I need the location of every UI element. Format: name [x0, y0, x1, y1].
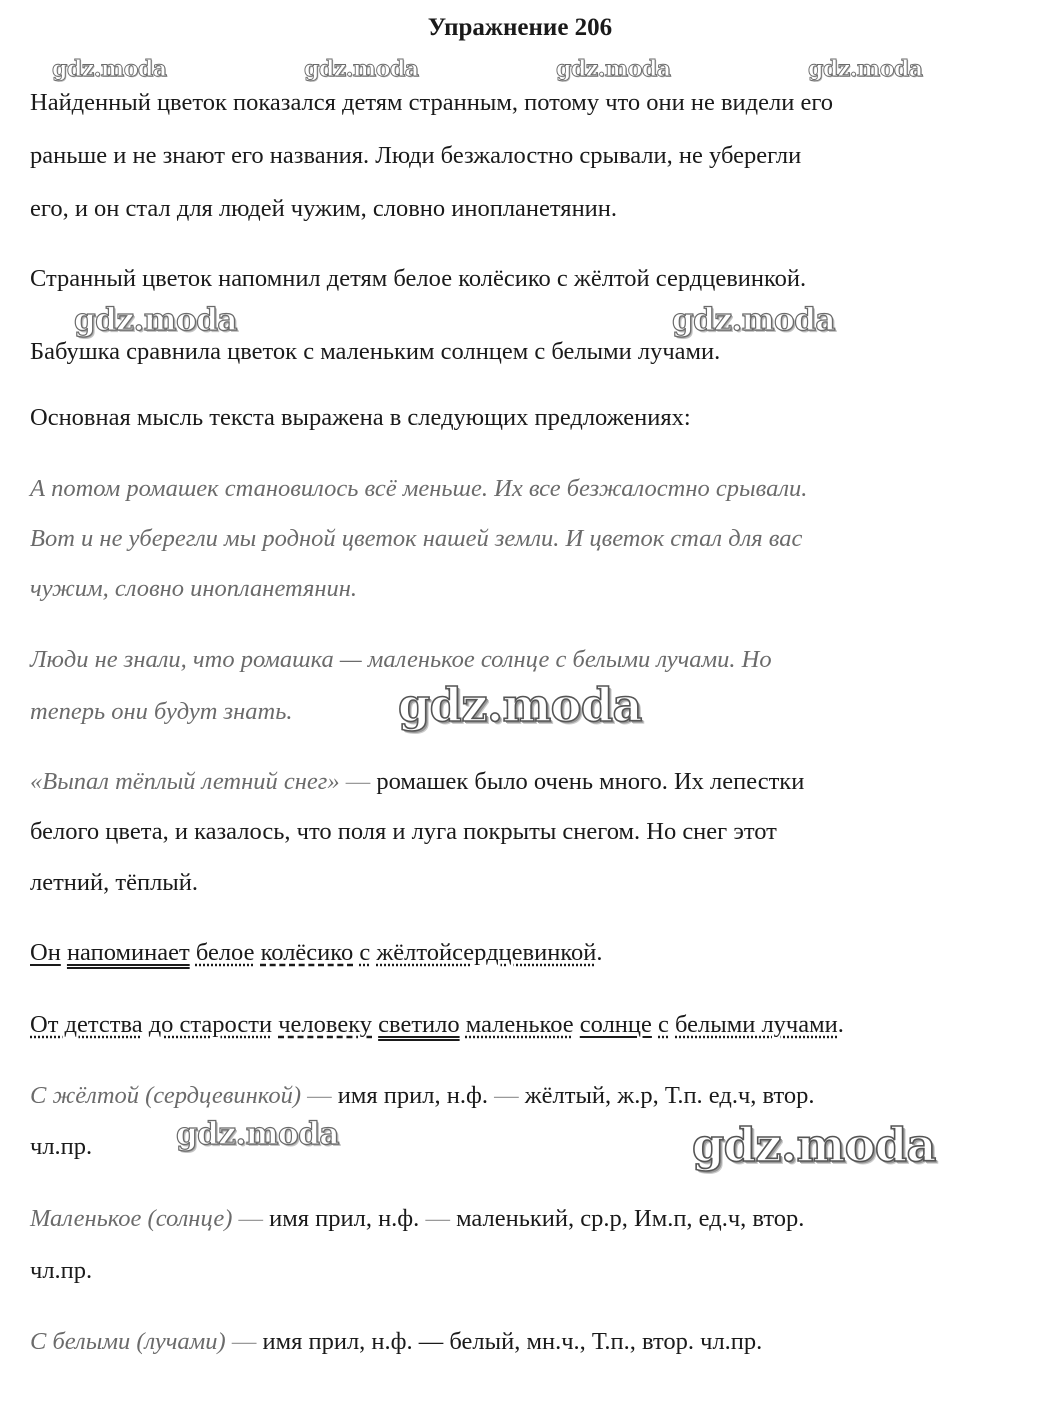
period: . — [596, 939, 603, 966]
watermark-logo: gdz.moda — [692, 1118, 936, 1172]
dash: — — [345, 768, 371, 795]
watermark-logo: gdz.moda — [176, 1116, 339, 1152]
parsed-sentence — [30, 938, 602, 968]
answer-line: летний, тёплый. — [30, 869, 199, 896]
analysis-line: чл.пр. — [30, 1133, 93, 1160]
analysis-line: чл.пр. — [30, 1257, 93, 1284]
watermark-logo: gdz.moda — [672, 302, 835, 338]
answer-text: ромашек было очень много. Их лепестки — [376, 768, 805, 795]
attribute-word: сердцевинкой — [452, 939, 597, 966]
exercise-title: Упражнение 206 — [427, 14, 613, 41]
analysis-text: имя прил, н.ф. — [337, 1082, 488, 1109]
attribute-word: белое — [195, 939, 255, 966]
analysis-text: имя прил, н.ф. — [269, 1205, 420, 1232]
answer-line: Странный цветок напомнил детям белое колёсико с жёлтой сердцевинкой. — [30, 265, 807, 292]
attribute-word: с — [658, 1011, 669, 1038]
attribute-word: белыми лучами — [675, 1011, 838, 1038]
analysis-text: жёлтый, ж.р, Т.п. ед.ч, втор. — [524, 1082, 815, 1109]
answer-line: его, и он стал для людей чужим, словно инопланетянин. — [30, 195, 618, 222]
watermark-logo: gdz.moda — [52, 56, 167, 82]
answer-line — [30, 767, 804, 797]
adverbial-word: до старости — [148, 1011, 273, 1038]
attribute-word: жёлтой — [376, 939, 453, 966]
analysis-text: имя прил, н.ф. — белый, мн.ч., Т.п., втор. чл.пр. — [262, 1328, 763, 1355]
analyzed-word: С жёлтой (сердцевинкой) — [30, 1082, 301, 1109]
analyzed-word: Маленькое (солнце) — [30, 1205, 233, 1232]
predicate-word: светило — [378, 1011, 460, 1038]
analysis-text: маленький, ср.р, Им.п, ед.ч, втор. — [456, 1205, 805, 1232]
answer-line: Найденный цветок показался детям странным, потому что они не видели его — [30, 89, 834, 116]
attribute-word: с — [359, 939, 371, 966]
answer-line: белого цвета, и казалось, что поля и луга покрыты снегом. Но снег этот — [30, 818, 777, 845]
parsed-sentence — [30, 1010, 844, 1040]
dash: — — [425, 1205, 450, 1232]
quote-line: теперь они будут знать. — [30, 698, 293, 725]
subject-word: солнце — [579, 1011, 652, 1038]
dash: — — [238, 1205, 263, 1232]
adverbial-word: От детства — [30, 1011, 143, 1038]
watermark-logo: gdz.moda — [556, 56, 671, 82]
period: . — [837, 1011, 844, 1038]
subject-word: Он — [30, 939, 61, 966]
dash: — — [231, 1328, 257, 1355]
answer-line: Основная мысль текста выражена в следующих предложениях: — [30, 404, 691, 431]
watermark-logo: gdz.moda — [304, 56, 419, 82]
object-word: колёсико — [260, 939, 354, 966]
analysis-line — [30, 1081, 815, 1111]
object-word: человеку — [278, 1011, 373, 1038]
analysis-line — [30, 1204, 804, 1234]
dash: — — [494, 1082, 519, 1109]
watermark-logo: gdz.moda — [74, 302, 237, 338]
quote-line: чужим, словно инопланетянин. — [30, 575, 358, 602]
dash: — — [307, 1082, 332, 1109]
analysis-line — [30, 1327, 762, 1357]
answer-line: Бабушка сравнила цветок с маленьким солнцем с белыми лучами. — [30, 338, 721, 365]
quote-text: «Выпал тёплый летний снег» — [30, 768, 340, 795]
watermark-logo: gdz.moda — [808, 56, 923, 82]
watermark-logo: gdz.moda — [398, 678, 642, 732]
predicate-word: напоминает — [66, 939, 190, 966]
answer-line: раньше и не знают его названия. Люди безжалостно срывали, не уберегли — [30, 142, 802, 169]
quote-line: Вот и не уберегли мы родной цветок нашей земли. И цветок стал для вас — [30, 525, 803, 552]
quote-line: Люди не знали, что ромашка — маленькое солнце с белыми лучами. Но — [30, 646, 772, 673]
quote-line: А потом ромашек становилось всё меньше. Их все безжалостно срывали. — [30, 475, 808, 502]
analyzed-word: С белыми (лучами) — [30, 1328, 226, 1355]
attribute-word: маленькое — [465, 1011, 574, 1038]
